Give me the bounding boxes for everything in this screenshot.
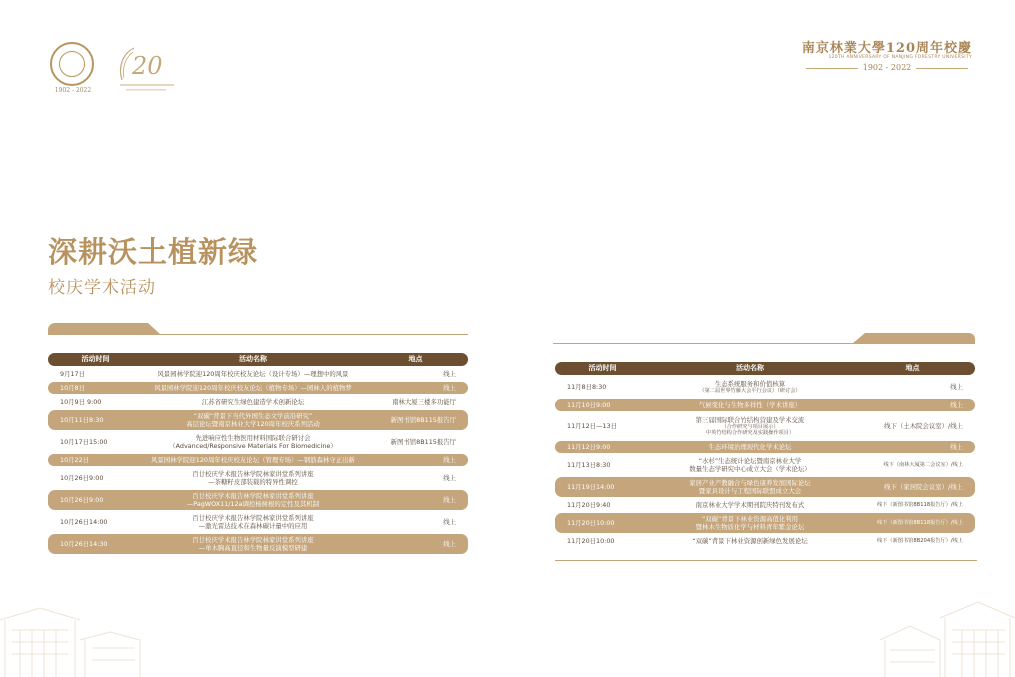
row-time: 11月20日10:00 — [555, 513, 650, 533]
row-place: 南林大厦三楼多功能厅 — [392, 398, 456, 406]
header-name: 活动名称 — [650, 362, 850, 375]
row-time: 10月9日 9:00 — [60, 398, 102, 406]
table-row — [555, 413, 975, 439]
row-place: 线上 — [363, 454, 468, 466]
left-activity-table — [48, 351, 468, 556]
table-row — [555, 399, 975, 411]
row-name-cell — [650, 413, 850, 439]
seal-year-text: 1902 - 2022 — [54, 87, 92, 94]
row-place: 新图书馆8B115报告厅 — [390, 438, 456, 446]
header-place: 地点 — [850, 362, 975, 375]
row-time: 10月11日8:30 — [48, 410, 143, 430]
row-place: 线上 — [850, 399, 975, 411]
table-row — [48, 468, 468, 488]
row-name-cell — [650, 455, 850, 475]
row-name: “双碳”背景下林业资源创新绿色发展论坛 — [692, 537, 808, 545]
row-name: 风景园林学院迎120周年校庆校友论坛（植物专场）—园林人的植物梦 — [143, 382, 363, 394]
brand-divider-right — [916, 68, 968, 69]
row-name-line2: —茶糖籽皮部装载的特异性调控 — [208, 478, 298, 486]
row-place: 线上 — [850, 441, 975, 453]
campus-building-sketch-left — [0, 590, 150, 677]
table-row — [48, 432, 468, 452]
header-name: 活动名称 — [143, 353, 363, 366]
row-name-line2: —PagWOX11/12a调控杨树根的定性及其机制 — [186, 500, 320, 508]
row-name: “双碳”背景下当代外国生态文学前沿研究” — [193, 412, 313, 420]
row-name: 生态系统服务和价值核算 — [714, 379, 786, 388]
anniversary-120-logo — [116, 40, 178, 96]
row-name: 百廿校庆学术报告林学院林家讲堂系列讲座 — [192, 492, 314, 500]
row-name-line2: 数量生态学研究中心成立大会（学术论坛） — [689, 465, 811, 473]
row-place: 线上 — [363, 382, 468, 394]
table-row — [555, 477, 975, 497]
section-tab-decoration-left — [48, 323, 468, 337]
row-name: 第三届国际联合竹结构营建及学术交流 — [695, 415, 805, 424]
campus-building-sketch-right — [870, 590, 1015, 677]
row-name-line2: 暨林木生物质化学与材料青年紫金论坛 — [695, 523, 805, 531]
table-header-row — [555, 362, 975, 375]
row-name: 百廿校庆学术报告林学院林家讲堂系列讲座 — [192, 514, 314, 522]
header-time: 活动时间 — [555, 362, 650, 375]
table-row — [555, 455, 975, 475]
row-name-line2: 高层论坛暨南京林业大学120周年校庆系列活动 — [186, 420, 320, 428]
row-name-line2: 暨家具设计与工程国际联盟成立大会 — [698, 487, 802, 495]
row-time: 11月10日9:00 — [555, 399, 650, 411]
row-name: 家居产业产教融合与绿色康养发展国际论坛 — [689, 479, 811, 487]
seal-inner-ring — [59, 51, 85, 77]
brand-divider-left — [806, 68, 858, 69]
row-place: 线下（新图书馆8B118报告厅）/线上 — [850, 513, 975, 533]
row-name: “双碳”背景下林业资源高值化利用 — [701, 515, 799, 523]
row-place: 线下（新图书馆8B204报告厅）/线上 — [877, 537, 963, 544]
table-row — [555, 499, 975, 511]
row-name-line2: （第二届世界竹藤大会平行会议）（研讨会） — [699, 387, 801, 394]
row-name-cell — [143, 512, 363, 532]
table-row — [48, 382, 468, 394]
row-time: 10月26日9:00 — [48, 490, 143, 510]
row-name: 先进响应性生物医用材料国际联合研讨会 — [195, 434, 311, 442]
row-name-line2: —单木胸高直径和生物量反演模型研建 — [198, 544, 308, 552]
table-row — [555, 513, 975, 533]
row-name-line2: —激光雷达技术在森林碳计量中的应用 — [198, 522, 308, 530]
table-row — [555, 535, 975, 547]
row-name: 气候变化与生物多样性（学术讲座） — [650, 399, 850, 411]
brand-years: 1902 - 2022 — [862, 63, 912, 72]
table-row — [48, 534, 468, 554]
table-row — [48, 368, 468, 380]
table-row — [48, 410, 468, 430]
row-name-cell — [143, 534, 363, 554]
row-place: 线上 — [443, 474, 456, 482]
row-place: 线下（南林大厦第二会议室）/线上 — [883, 461, 963, 468]
row-time: 10月26日9:00 — [60, 474, 104, 482]
row-name: “水杉”生态统计论坛暨南京林业大学 — [698, 457, 802, 465]
row-place: 线上 — [443, 370, 456, 378]
row-name-cell — [650, 513, 850, 533]
row-name: 风景园林学院迎120周年校庆校友论坛（管理专场）—钢筋森林守正出新 — [143, 454, 363, 466]
row-time: 11月13日8:30 — [567, 461, 611, 469]
row-name-cell — [143, 432, 363, 452]
table-bottom-rule — [555, 560, 977, 561]
row-time: 11月12日9:00 — [555, 441, 650, 453]
row-name: 风景园林学院迎120周年校庆校友论坛（设计专场）—理想中的风景 — [157, 370, 349, 378]
header-time: 活动时间 — [48, 353, 143, 366]
row-name-cell — [143, 490, 363, 510]
row-time: 11月12日—13日 — [567, 422, 617, 430]
row-name-cell — [143, 410, 363, 430]
brand-title: 南京林業大學120周年校慶 — [801, 41, 972, 56]
row-time: 10月26日14:30 — [48, 534, 143, 554]
row-name-cell — [143, 468, 363, 488]
row-name-line2: （合作研究与项目展示） — [721, 423, 779, 430]
row-name-line2: （Advanced/Responsive Materials For Biomedicine） — [169, 442, 337, 450]
brand-subtitle: 120TH ANNIVERSARY OF NANJING FORESTRY UNIVERSITY — [828, 55, 972, 60]
row-name-cell — [650, 377, 850, 397]
row-place: 线下（新图书馆8B118报告厅）/线上 — [877, 501, 963, 508]
row-time: 10月17日15:00 — [60, 438, 108, 446]
row-time: 10月8日 — [48, 382, 143, 394]
row-time: 11月19日14:00 — [555, 477, 650, 497]
row-time: 10月22日 — [48, 454, 143, 466]
table-row — [555, 377, 975, 397]
row-name: 百廿校庆学术报告林学院林家讲堂系列讲座 — [192, 470, 314, 478]
row-name: 生态环境治理现代化学术论坛 — [650, 441, 850, 453]
page-subheadline: 校庆学术活动 — [48, 278, 156, 298]
section-tab-decoration-right — [553, 333, 975, 345]
row-name: 百廿校庆学术报告林学院林家讲堂系列讲座 — [192, 536, 314, 544]
row-name: 江苏省研究生绿色建造学术创新论坛 — [201, 398, 305, 406]
row-time: 9月17日 — [60, 370, 85, 378]
row-place: 线上 — [363, 534, 468, 554]
row-name-cell — [650, 477, 850, 497]
page-headline: 深耕沃土植新绿 — [48, 235, 259, 269]
table-row — [48, 454, 468, 466]
row-time: 11月8日8:30 — [567, 383, 607, 391]
row-place: 线上 — [950, 383, 963, 391]
row-name-line3: 中英竹结构合作研究及实践操作项目） — [705, 430, 795, 436]
svg-text:20: 20 — [132, 52, 163, 80]
row-time: 11月20日10:00 — [567, 537, 615, 545]
table-row — [48, 396, 468, 408]
table-row — [555, 441, 975, 453]
row-place: 线上 — [443, 518, 456, 526]
row-name: 南京林业大学学术期刊院庆特刊发布式 — [695, 501, 805, 509]
row-place: 新图书馆8B115报告厅 — [363, 410, 468, 430]
table-header-row — [48, 353, 468, 366]
table-row — [48, 490, 468, 510]
right-activity-table — [555, 360, 975, 549]
row-time: 11月20日9:40 — [567, 501, 611, 509]
table-row — [48, 512, 468, 532]
row-place: 线下（家居院会议室）/线上 — [850, 477, 975, 497]
row-place: 线上 — [363, 490, 468, 510]
row-time: 10月26日14:00 — [60, 518, 108, 526]
university-seal-logo — [50, 42, 94, 86]
row-place: 线下（土木院会议室）/线上 — [884, 422, 963, 430]
header-place: 地点 — [363, 353, 468, 366]
